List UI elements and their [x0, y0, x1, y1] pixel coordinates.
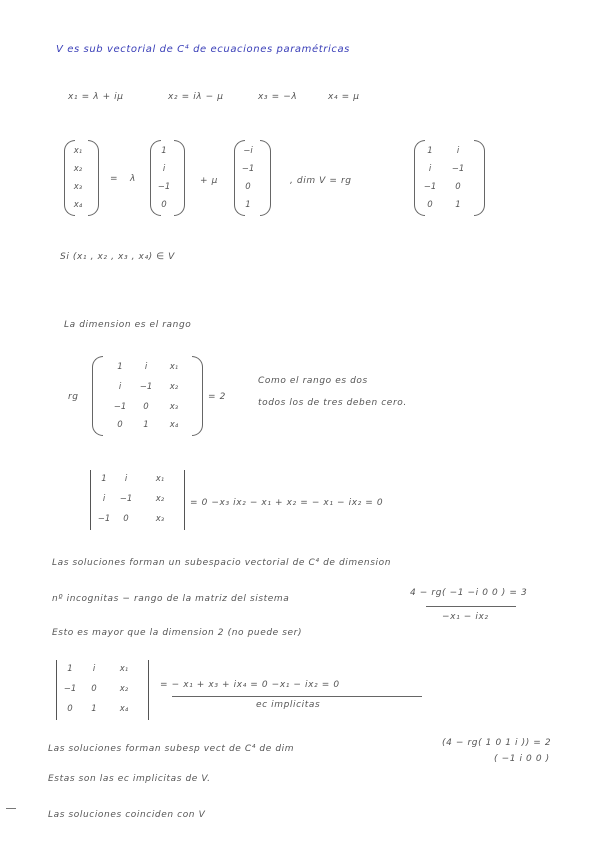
det2-cell: 1 [67, 664, 73, 674]
rg3-cell: 0 [143, 402, 149, 412]
vec-lhs-cell: x₃ [73, 182, 83, 192]
rg-result: = 2 [208, 392, 226, 402]
sol-rg: 4 − rg( −1 −i 0 0 ) = 3 [410, 588, 528, 598]
si-line: Si (x₁ , x₂ , x₃ , x₄) ∈ V [60, 252, 175, 262]
vec-lhs-right-paren [88, 140, 99, 216]
det2-cell: 0 [67, 704, 73, 714]
dim-text: , dim V = rg [290, 176, 352, 186]
param-eq-3: x₃ = −λ [258, 92, 298, 102]
rg-matrix-cell: i [428, 164, 432, 174]
vec1-cell: −1 [157, 182, 171, 192]
sol2-rg-bottom: ( −1 i 0 0 ) [494, 754, 550, 764]
rg3-right-paren [192, 356, 203, 436]
vec2-cell: −i [243, 146, 253, 156]
det2-right-bar [148, 660, 149, 720]
det2-left-bar [56, 660, 57, 720]
rg-matrix-cell: −1 [423, 182, 437, 192]
vec2-cell: 1 [245, 200, 251, 210]
det1-cell: i [102, 494, 106, 504]
det2-cell: x₄ [119, 704, 129, 714]
lambda-symbol: λ [130, 174, 136, 184]
mu-symbol: + μ [200, 176, 218, 186]
vec1-cell: 1 [161, 146, 167, 156]
vec-lhs-cell: x₁ [73, 146, 83, 156]
det1-cell: x₂ [155, 494, 165, 504]
rg-matrix-cell: 1 [427, 146, 433, 156]
final-line: Las soluciones coinciden con V [48, 810, 206, 820]
rg3-cell: 1 [143, 420, 149, 430]
rg3-cell: x₁ [169, 362, 179, 372]
vec1-right-paren [174, 140, 185, 216]
det2-cell: 0 [91, 684, 97, 694]
det2-under: ec implicitas [256, 700, 321, 710]
det2-cell: x₂ [119, 684, 129, 694]
rg3-cell: i [118, 382, 122, 392]
sol-line-3: Esto es mayor que la dimension 2 (no puede ser) [52, 628, 303, 638]
vec-lhs-cell: x₄ [73, 200, 83, 210]
vec2-cell: 0 [245, 182, 251, 192]
param-eq-2: x₂ = iλ − μ [168, 92, 224, 102]
rg-label: rg [68, 392, 79, 402]
rg3-cell: i [144, 362, 148, 372]
rg3-cell: x₃ [169, 402, 179, 412]
vec2-cell: −1 [241, 164, 255, 174]
vec-lhs-cell: x₂ [73, 164, 83, 174]
param-eq-4: x₄ = μ [328, 92, 360, 102]
rg3-cell: x₄ [169, 420, 179, 430]
sol-line-2: nº incognitas − rango de la matriz del sistema [52, 594, 290, 604]
det1-cell: x₁ [155, 474, 165, 484]
det1-cell: i [124, 474, 128, 484]
det2-cell: x₁ [119, 664, 129, 674]
dim-line: La dimension es el rango [64, 320, 192, 330]
vec1-cell: i [162, 164, 166, 174]
sol-rg-under: −x₁ − ix₂ [442, 612, 489, 622]
rg3-cell: −1 [113, 402, 127, 412]
rg-note-2: todos los de tres deben cero. [258, 398, 407, 408]
implicit-line: Estas son las ec implicitas de V. [48, 774, 211, 784]
det2-cell: −1 [63, 684, 77, 694]
det1-result: = 0 −x₃ ix₂ − x₁ + x₂ = − x₁ − ix₂ = 0 [190, 498, 384, 508]
rg3-cell: −1 [139, 382, 153, 392]
det2-result: = − x₁ + x₃ + ix₄ = 0 −x₁ − ix₂ = 0 [160, 680, 340, 690]
vec1-cell: 0 [161, 200, 167, 210]
det2-cell: i [92, 664, 96, 674]
rg-matrix-right-paren [474, 140, 485, 216]
equals-sign: = [110, 174, 119, 184]
sol-rg-underline [426, 606, 516, 607]
det1-cell: −1 [97, 514, 111, 524]
rg-matrix-cell: i [456, 146, 460, 156]
rg-matrix-cell: 0 [455, 182, 461, 192]
sol-line-1: Las soluciones forman un subespacio vectorial de C⁴ de dimension [52, 558, 392, 568]
rg-note-1: Como el rango es dos [258, 376, 368, 386]
det1-cell: x₃ [155, 514, 165, 524]
margin-dash [6, 808, 16, 809]
vec2-right-paren [260, 140, 271, 216]
rg3-left-paren [92, 356, 103, 436]
rg3-cell: 0 [117, 420, 123, 430]
rg-matrix-cell: 1 [455, 200, 461, 210]
rg3-cell: x₂ [169, 382, 179, 392]
det2-cell: 1 [91, 704, 97, 714]
det1-right-bar [184, 470, 185, 530]
param-eq-1: x₁ = λ + iμ [68, 92, 124, 102]
rg3-cell: 1 [117, 362, 123, 372]
sol2-rg-top: (4 − rg( 1 0 1 i )) = 2 [442, 738, 552, 748]
det1-left-bar [90, 470, 91, 530]
det1-cell: −1 [119, 494, 133, 504]
det1-cell: 1 [101, 474, 107, 484]
rg-matrix-cell: 0 [427, 200, 433, 210]
rg-matrix-cell: −1 [451, 164, 465, 174]
det1-cell: 0 [123, 514, 129, 524]
det2-underline [172, 696, 422, 697]
title-line: V es sub vectorial de C⁴ de ecuaciones paramétricas [56, 44, 350, 55]
sol2-line: Las soluciones forman subesp vect de C⁴ de dim [48, 744, 295, 754]
